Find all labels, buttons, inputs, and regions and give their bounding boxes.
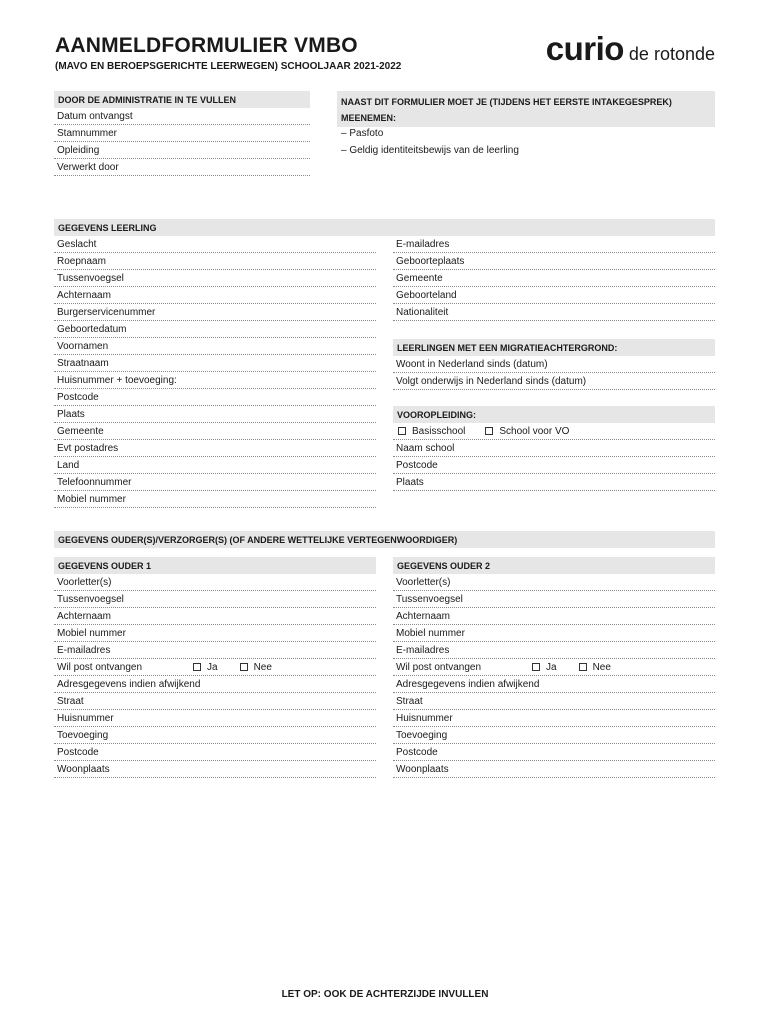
parent1-post-ja-label: Ja (207, 661, 218, 673)
student-field-postcode[interactable]: Postcode (54, 389, 376, 406)
admin-field-opleiding[interactable]: Opleiding (54, 142, 310, 159)
parent1-post-label: Wil post ontvangen (57, 661, 143, 673)
prior-field-postcode[interactable]: Postcode (393, 457, 715, 474)
parent1-field-woonplaats[interactable]: Woonplaats (54, 761, 376, 778)
parent1-field-huisnummer[interactable]: Huisnummer (54, 710, 376, 727)
admin-field-stamnummer[interactable]: Stamnummer (54, 125, 310, 142)
admin-field-verwerkt-door[interactable]: Verwerkt door (54, 159, 310, 176)
logo-main: curio (545, 30, 624, 67)
student-field-geslacht[interactable]: Geslacht (54, 236, 376, 253)
migration-field-onderwijs-sinds[interactable]: Volgt onderwijs in Nederland sinds (datum) (393, 373, 715, 390)
student-field-roepnaam[interactable]: Roepnaam (54, 253, 376, 270)
student-field-gemeente[interactable]: Gemeente (54, 423, 376, 440)
option-basisschool[interactable] (398, 426, 465, 437)
bring-item-id: – Geldig identiteitsbewijs van de leerling (341, 145, 519, 156)
parent2-field-post (393, 659, 715, 676)
parent1-post-nee[interactable] (240, 662, 272, 673)
parent1-field-toevoeging[interactable]: Toevoeging (54, 727, 376, 744)
parent2-field-postcode[interactable]: Postcode (393, 744, 715, 761)
parent1-field-mobiel[interactable]: Mobiel nummer (54, 625, 376, 642)
parent2-field-email[interactable]: E-mailadres (393, 642, 715, 659)
student-field-achternaam[interactable]: Achternaam (54, 287, 376, 304)
student-heading: GEGEVENS LEERLING (54, 219, 715, 236)
parent2-post-ja[interactable] (532, 662, 557, 673)
option-school-voor-vo-label: School voor VO (499, 425, 570, 437)
parent2-post-label: Wil post ontvangen (396, 661, 482, 673)
parent1-post-nee-label: Nee (253, 661, 272, 673)
prior-education-heading: VOOROPLEIDING: (393, 406, 715, 423)
student-field-telefoon[interactable]: Telefoonnummer (54, 474, 376, 491)
student-field-bsn[interactable]: Burgerservicenummer (54, 304, 376, 321)
checkbox-parent2-ja[interactable] (532, 663, 540, 671)
student-field-geboorte-gemeente[interactable]: Gemeente (393, 270, 715, 287)
parent1-field-adres-afwijkend[interactable]: Adresgegevens indien afwijkend (54, 676, 376, 693)
parent1-post-ja[interactable] (193, 662, 218, 673)
migration-heading: LEERLINGEN MET EEN MIGRATIEACHTERGROND: (393, 339, 715, 356)
parent2-field-mobiel[interactable]: Mobiel nummer (393, 625, 715, 642)
student-field-huisnummer[interactable]: Huisnummer + toevoeging: (54, 372, 376, 389)
parent2-field-voorletters[interactable]: Voorletter(s) (393, 574, 715, 591)
student-field-plaats[interactable]: Plaats (54, 406, 376, 423)
prior-education-options (393, 423, 715, 440)
option-school-voor-vo[interactable] (485, 426, 569, 437)
checkbox-parent1-nee[interactable] (240, 663, 248, 671)
parent2-field-tussenvoegsel[interactable]: Tussenvoegsel (393, 591, 715, 608)
checkbox-school-voor-vo[interactable] (485, 427, 493, 435)
parent1-field-straat[interactable]: Straat (54, 693, 376, 710)
option-basisschool-label: Basisschool (412, 425, 466, 437)
parent1-field-email[interactable]: E-mailadres (54, 642, 376, 659)
parent1-field-post (54, 659, 376, 676)
form-title: AANMELDFORMULIER VMBO (55, 34, 358, 57)
logo-sub: de rotonde (628, 44, 715, 64)
parent2-field-adres-afwijkend[interactable]: Adresgegevens indien afwijkend (393, 676, 715, 693)
admin-field-datum-ontvangst[interactable]: Datum ontvangst (54, 108, 310, 125)
checkbox-parent2-nee[interactable] (579, 663, 587, 671)
parent1-field-postcode[interactable]: Postcode (54, 744, 376, 761)
checkbox-parent1-ja[interactable] (193, 663, 201, 671)
student-field-mobiel[interactable]: Mobiel nummer (54, 491, 376, 508)
student-field-geboorteplaats[interactable]: Geboorteplaats (393, 253, 715, 270)
checkbox-basisschool[interactable] (398, 427, 406, 435)
student-field-email[interactable]: E-mailadres (393, 236, 715, 253)
student-field-straatnaam[interactable]: Straatnaam (54, 355, 376, 372)
bring-heading-text: NAAST DIT FORMULIER MOET JE (TIJDENS HET EERSTE INTAKEGESPREK) MEENEMEN: (341, 97, 672, 123)
footer-note: LET OP: OOK DE ACHTERZIJDE INVULLEN (281, 989, 489, 1000)
parents-heading: GEGEVENS OUDER(S)/VERZORGER(S) (OF ANDERE WETTELIJKE VERTEGENWOORDIGER) (54, 531, 715, 548)
bring-item-pasfoto: – Pasfoto (341, 128, 384, 139)
parent1-heading: GEGEVENS OUDER 1 (54, 557, 376, 574)
student-field-postadres[interactable]: Evt postadres (54, 440, 376, 457)
prior-field-naam-school[interactable]: Naam school (393, 440, 715, 457)
student-field-land[interactable]: Land (54, 457, 376, 474)
parent2-field-straat[interactable]: Straat (393, 693, 715, 710)
migration-field-woont-sinds[interactable]: Woont in Nederland sinds (datum) (393, 356, 715, 373)
admin-heading: DOOR DE ADMINISTRATIE IN TE VULLEN (54, 91, 310, 108)
form-subtitle: (MAVO EN BEROEPSGERICHTE LEERWEGEN) SCHOOLJAAR 2021-2022 (55, 61, 402, 72)
bring-heading (337, 91, 715, 127)
school-logo (545, 30, 715, 67)
parent2-post-nee[interactable] (579, 662, 611, 673)
student-field-tussenvoegsel[interactable]: Tussenvoegsel (54, 270, 376, 287)
parent1-field-voorletters[interactable]: Voorletter(s) (54, 574, 376, 591)
student-field-geboorteland[interactable]: Geboorteland (393, 287, 715, 304)
student-field-voornamen[interactable]: Voornamen (54, 338, 376, 355)
parent2-post-ja-label: Ja (546, 661, 557, 673)
parent2-field-achternaam[interactable]: Achternaam (393, 608, 715, 625)
parent2-heading: GEGEVENS OUDER 2 (393, 557, 715, 574)
parent2-post-nee-label: Nee (592, 661, 611, 673)
parent2-field-woonplaats[interactable]: Woonplaats (393, 761, 715, 778)
parent2-field-toevoeging[interactable]: Toevoeging (393, 727, 715, 744)
prior-field-plaats[interactable]: Plaats (393, 474, 715, 491)
parent2-field-huisnummer[interactable]: Huisnummer (393, 710, 715, 727)
student-field-geboortedatum[interactable]: Geboortedatum (54, 321, 376, 338)
student-field-nationaliteit[interactable]: Nationaliteit (393, 304, 715, 321)
parent1-field-achternaam[interactable]: Achternaam (54, 608, 376, 625)
parent1-field-tussenvoegsel[interactable]: Tussenvoegsel (54, 591, 376, 608)
